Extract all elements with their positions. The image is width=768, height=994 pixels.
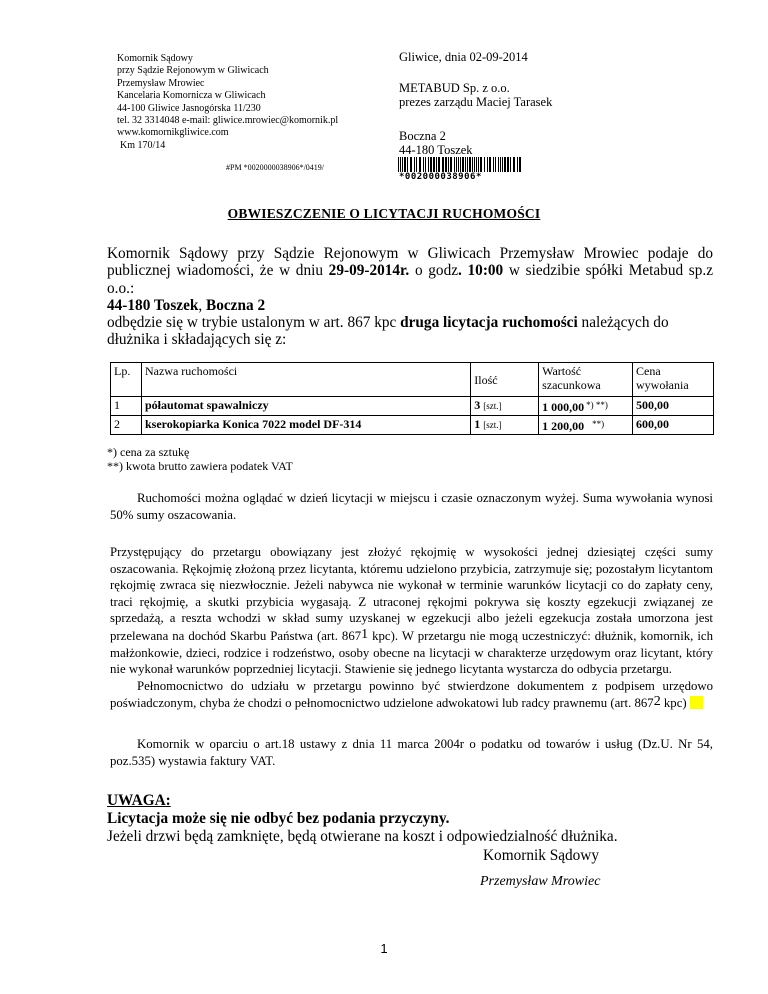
barcode-bar	[407, 157, 408, 173]
barcode-bar	[472, 157, 473, 173]
barcode-bar	[462, 157, 464, 173]
cell-price	[633, 397, 714, 416]
intro-text: należących do	[577, 314, 669, 332]
item-qty: 3	[474, 398, 481, 412]
recipient-representative: prezes zarządu Maciej Tarasek	[399, 95, 553, 109]
barcode-bar	[495, 157, 496, 173]
intro-paragraph	[107, 245, 713, 349]
header-price	[633, 363, 714, 397]
barcode-bar	[502, 157, 503, 173]
barcode-bar	[425, 157, 426, 173]
barcode-bar	[450, 157, 452, 173]
header-value-line: szacunkowa	[542, 378, 601, 392]
barcode-bar	[474, 157, 475, 173]
auction-time: 10:00	[461, 262, 504, 280]
barcode-bar	[504, 157, 506, 173]
barcode-bar	[400, 157, 401, 173]
paragraph-text: kpc). W przetargu nie mogą uczestniczyć: dłużnik, komornik, ich małżonkowie, dzieci, rodzice i rodzeństwo, osoby obecne na licytacji w charakterze urzędowym oraz licytant, który nie wykonał warunków poprzedniej licytacji. Stawienie się jednego licytanta wystarcza do odbycia przetargu.	[110, 628, 714, 677]
barcode-bar	[438, 157, 440, 173]
case-number: Km 170/14	[120, 139, 166, 151]
auction-address	[107, 297, 713, 314]
barcode-bar	[410, 157, 412, 173]
barcode-bar	[404, 157, 406, 173]
intro-line: dłużnika i składających się z:	[107, 331, 287, 349]
sender-line: Komornik Sądowy	[117, 53, 193, 64]
barcode-bar	[489, 157, 491, 173]
paragraph-text: Pełnomocnictwo do udziału w przetargu powinno być stwierdzone dokumentem z podpisem urzędowo poświadczonym, chyba że chodzi o pełnomocnictwo udzielone adwokatowi lub radcy prawnemu (art. 867	[110, 678, 713, 711]
barcode-bar	[423, 157, 424, 173]
footnotes	[107, 445, 293, 473]
article-superscript: 2	[653, 694, 661, 710]
barcode-bar	[476, 157, 477, 173]
item-marks: *) **)	[586, 400, 608, 410]
items-table	[110, 362, 714, 435]
paragraph-text: Przystępujący do przetargu obowiązany jest złożyć rękojmię w wysokości jednej dziesiątej części sumy oszacowania. Rękojmię złożoną przez licytanta, któremu udzielono przybicia, zatrzymuje się; pozostałym licytantom rękojmię zwraca się niezwłocznie. Jeżeli nabywca nie wykonał w terminie warunków licytacji co do zapłaty ceny, traci rękojmię, a skutki przybicia wygasają. Z utraconej rękojmi pokrywa się koszty egzekucji związanej ze sprzedażą, a reszta wchodzi w skład sumy uzyskanej w egzekucji albo jeżeli egzekucja została umorzona jest przelewana na dochód Skarbu Państwa (art. 867	[110, 545, 713, 643]
item-unit: [szt.]	[483, 420, 502, 430]
intro-text: publicznej wiadomości, że w dniu	[107, 262, 329, 280]
cell-value	[539, 397, 633, 416]
item-name: półautomat spawalniczy	[144, 398, 269, 412]
barcode-bar	[517, 157, 518, 173]
highlight-mark	[690, 696, 703, 709]
intro-line	[107, 262, 713, 279]
article-superscript: 1	[361, 626, 369, 642]
pm-code: #PM *0020000038906*/0419/	[226, 163, 325, 172]
barcode-bar	[513, 157, 515, 173]
page-number: 1	[380, 941, 388, 956]
barcode-bar	[436, 157, 437, 173]
barcode-bar	[510, 157, 511, 173]
footnote: *) cena za sztukę	[107, 445, 190, 459]
item-marks: **)	[592, 419, 605, 429]
barcode-bar	[445, 157, 447, 173]
barcode-bar	[433, 157, 435, 173]
item-value: 1 200,00	[542, 419, 585, 433]
barcode-bar	[469, 157, 471, 173]
item-unit: [szt.]	[483, 401, 502, 411]
header-lp: Lp.	[111, 363, 142, 397]
header-value-line: Wartość	[542, 364, 582, 378]
notice-line: Jeżeli drzwi będą zamknięte, będą otwierane na koszt i odpowiedzialność dłużnika.	[107, 828, 618, 845]
sender-block	[117, 53, 338, 152]
header-name: Nazwa ruchomości	[141, 363, 470, 397]
barcode-bar	[519, 157, 521, 173]
header-value	[539, 363, 633, 397]
barcode-bars	[398, 157, 522, 173]
cell-lp: 2	[111, 416, 142, 435]
auction-type: druga licytacja ruchomości	[400, 314, 578, 332]
barcode-bar	[500, 157, 501, 173]
cell-price	[633, 416, 714, 435]
notice-line: Licytacja może się nie odbyć bez podania przyczyny.	[107, 810, 450, 827]
barcode-bar	[465, 157, 466, 173]
vat-paragraph: Komornik w oparciu o art.18 ustawy z dnia 11 marca 2004r o podatku od towarów i usług (Dz.U. Nr 54, poz.535) wystawia faktury VAT.	[110, 737, 713, 768]
cell-name	[141, 416, 470, 435]
barcode-bar	[456, 157, 457, 173]
barcode-bar	[419, 157, 421, 173]
barcode-bar	[402, 157, 403, 173]
item-price: 600,00	[636, 417, 670, 431]
intro-text: odbędzie się w trybie ustalonym w art. 867 kpc	[107, 314, 401, 332]
header-price-line: wywołania	[636, 378, 689, 392]
signer-name: Przemysław Mrowiec	[480, 874, 601, 889]
sender-line: 44-100 Gliwice Jasnogórska 11/230	[117, 102, 261, 114]
paragraph-indent	[110, 679, 137, 693]
sender-line: tel. 32 3314048 e-mail: gliwice.mrowiec@komornik.pl	[117, 115, 339, 127]
header-price-line: Cena	[636, 364, 661, 378]
notice-block	[107, 792, 618, 846]
table-header-row	[111, 363, 714, 397]
barcode-bar	[414, 157, 415, 173]
barcode-bar	[428, 157, 429, 173]
header-qty: Ilość	[471, 363, 539, 397]
barcode-bar	[478, 157, 479, 173]
address-street: Boczna 2	[206, 296, 266, 314]
cell-lp: 1	[111, 397, 142, 416]
recipient-city: 44-180 Toszek	[399, 143, 473, 157]
intro-line: o.o.:	[107, 279, 135, 297]
intro-line: Komornik Sądowy przy Sądzie Rejonowym w Gliwicach Przemysław Mrowiec podaje do	[107, 245, 713, 262]
intro-line	[107, 314, 713, 331]
recipient-block	[399, 50, 552, 158]
sender-line: www.komornikgliwice.com	[117, 127, 229, 139]
document-title: OBWIESZCZENIE O LICYTACJI RUCHOMOŚCI	[227, 206, 541, 221]
sender-line: Przemysław Mrowiec	[117, 77, 205, 89]
barcode-bar	[458, 157, 459, 173]
barcode-bar	[467, 157, 468, 173]
item-name: kserokopiarka Konica 7022 model DF-314	[144, 417, 362, 431]
place-date: Gliwice, dnia 02-09-2014	[399, 50, 528, 64]
barcode-bar	[430, 157, 432, 173]
sender-line: przy Sądzie Rejonowym w Gliwicach	[117, 65, 269, 77]
intro-text: .	[458, 262, 462, 280]
barcode-bar	[460, 157, 461, 173]
recipient-street: Boczna 2	[399, 128, 446, 143]
address-separator: ,	[198, 296, 207, 314]
deposit-paragraph	[110, 544, 713, 712]
address-city: 44-180 Toszek	[107, 296, 199, 314]
recipient-company: METABUD Sp. z o.o.	[399, 80, 510, 95]
barcode-bar	[454, 157, 455, 173]
table-row	[111, 416, 714, 435]
item-value: 1 000,00	[542, 400, 585, 414]
cell-value	[539, 416, 633, 435]
auction-date: 29-09-2014r.	[328, 262, 410, 280]
barcode-text: *002000038906*	[398, 172, 522, 183]
cell-name	[141, 397, 470, 416]
notice-title: UWAGA:	[107, 792, 171, 809]
barcode-bar	[442, 157, 444, 173]
item-qty: 1	[474, 417, 481, 431]
barcode-bar	[498, 157, 499, 173]
table-row	[111, 397, 714, 416]
barcode-bar	[493, 157, 494, 173]
cell-qty	[471, 416, 539, 435]
viewing-paragraph: Ruchomości można oglądać w dzień licytacji w miejscu i czasie oznaczonym wyżej. Suma wywołania wynosi 50% sumy oszacowania.	[110, 491, 713, 522]
barcode-bar	[416, 157, 417, 173]
paragraph-text: kpc)	[660, 696, 690, 711]
cell-qty	[471, 397, 539, 416]
item-price: 500,00	[636, 398, 670, 412]
signer-role: Komornik Sądowy	[483, 847, 599, 864]
barcode-bar	[484, 157, 485, 173]
barcode-bar	[507, 157, 509, 173]
intro-text: w siedzibie spółki Metabud sp.z	[503, 262, 714, 280]
footnote: **) kwota brutto zawiera podatek VAT	[107, 459, 293, 473]
barcode-bar	[480, 157, 482, 173]
sender-line: Kancelaria Komornicza w Gliwicach	[117, 90, 266, 102]
intro-text: o godz	[409, 262, 459, 280]
barcode-bar	[487, 157, 488, 173]
barcode-bar	[398, 157, 399, 173]
barcode-bar	[448, 157, 449, 173]
